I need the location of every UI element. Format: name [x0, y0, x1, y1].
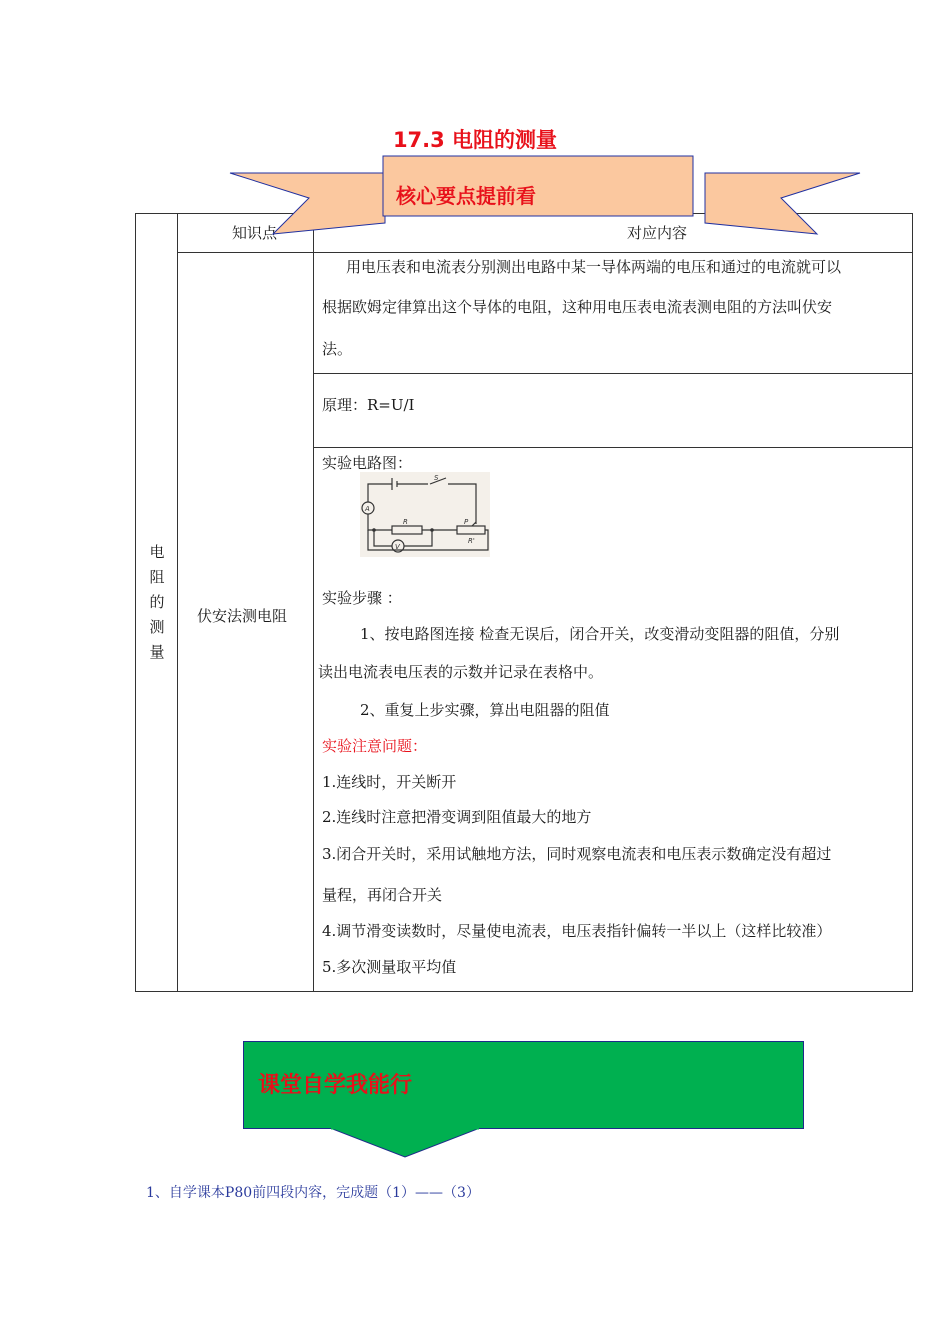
note-1: 1.连线时，开关断开	[322, 773, 457, 791]
circuit-label: 实验电路图：	[322, 454, 413, 472]
question-1: 1、自学课本P80前四段内容，完成题（1）——（3）	[146, 1185, 480, 1201]
circuit-diagram	[360, 472, 490, 557]
self-study-banner-pointer	[330, 1128, 480, 1158]
rheostat-letter: R'	[468, 537, 475, 545]
definition-line-1: 用电压表和电流表分别测出电路中某一导体两端的电压和通过的电流就可以	[346, 258, 842, 276]
steps-label: 实验步骤 ：	[322, 589, 402, 607]
step-1-line-1: 1、按电路图连接 检查无误后，闭合开关，改变滑动变阻器的阻值，分别	[360, 625, 840, 643]
note-3: 3.闭合开关时，采用试触地方法，同时观察电流表和电压表示数确定没有超过	[322, 845, 832, 863]
ribbon-banner	[225, 150, 865, 240]
step-1-line-2: 读出电流表电压表的示数并记录在表格中。	[318, 663, 604, 681]
principle: 原理：R=U/I	[322, 396, 415, 414]
note-4: 4.调节滑变读数时，尽量使电流表，电压表指针偏转一半以上（这样比较准）	[322, 922, 832, 940]
switch-letter: S	[434, 474, 439, 482]
slider-letter: P	[464, 518, 469, 526]
voltmeter-letter: V	[395, 543, 400, 551]
ammeter-letter: A	[365, 505, 370, 513]
banner-label: 核心要点提前看	[396, 184, 536, 208]
topic-label: 伏安法测电阻	[197, 607, 288, 625]
resistor-letter: R	[403, 518, 408, 526]
header-knowledge-point: 知识点	[232, 224, 278, 242]
definition-line-2: 根据欧姆定律算出这个导体的电阻，这种用电压表电流表测电阻的方法叫伏安	[322, 298, 833, 316]
notes-label: 实验注意问题：	[322, 737, 428, 755]
note-3-continued: 量程，再闭合开关	[322, 886, 443, 904]
step-2: 2、重复上步实骤，算出电阻器的阻值	[360, 701, 610, 719]
note-2: 2.连线时注意把滑变调到阻值最大的地方	[322, 808, 592, 826]
section-label: 电 阻 的 测 量	[149, 543, 165, 661]
self-study-title: 课堂自学我能行	[258, 1073, 413, 1098]
definition-line-3: 法。	[322, 340, 353, 358]
header-content: 对应内容	[627, 224, 688, 242]
page-title: 17.3 电阻的测量	[392, 128, 558, 152]
note-5: 5.多次测量取平均值	[322, 958, 457, 976]
